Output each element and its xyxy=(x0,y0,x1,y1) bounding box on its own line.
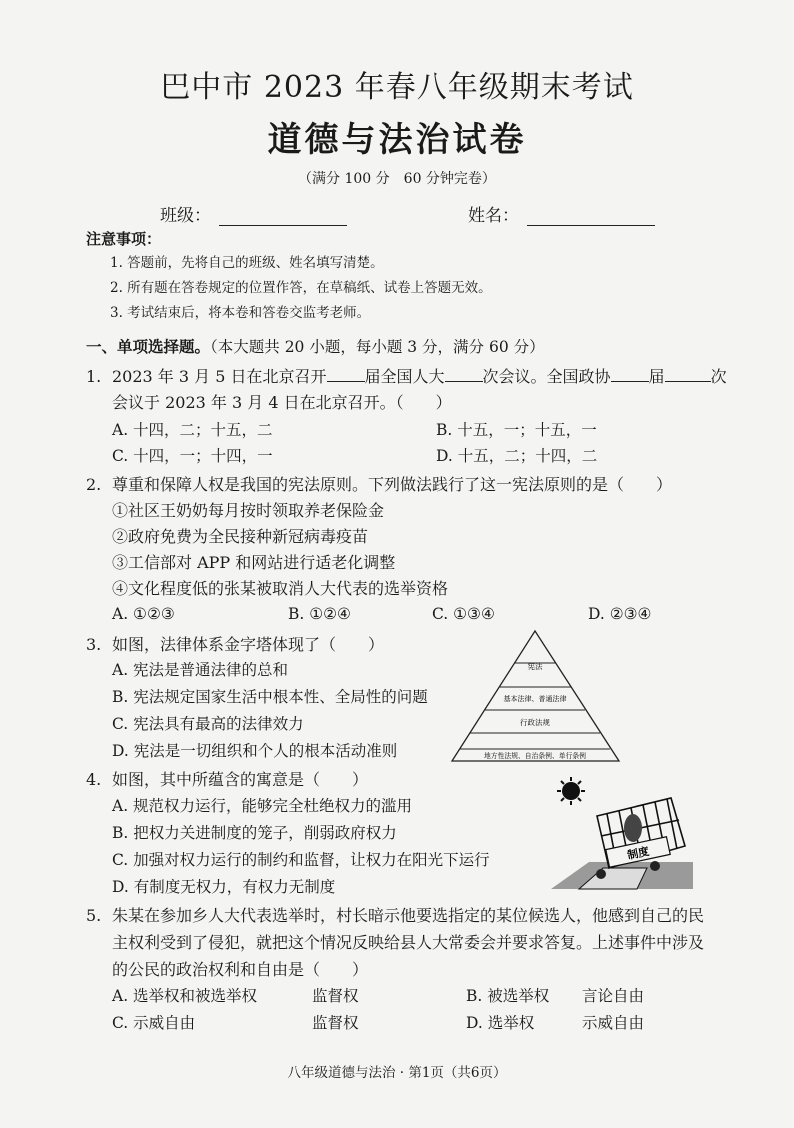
power-cage-cartoon xyxy=(551,776,693,891)
notice-title: 注意事项： xyxy=(86,230,162,248)
option-b[interactable]: B. ①②④ xyxy=(288,605,351,623)
question-5-line-3: 的公民的政治权利和自由是（ ） xyxy=(112,960,369,979)
statement-item: ③工信部对 APP 和网站进行适老化调整 xyxy=(112,553,396,572)
option-b[interactable]: B. 宪法规定国家生活中根本性、全局性的问题 xyxy=(112,688,428,706)
notice-item: 2. 所有题在答卷规定的位置作答，在草稿纸、试卷上答题无效。 xyxy=(110,280,492,296)
name-field xyxy=(468,201,655,226)
notice-item: 1. 答题前，先将自己的班级、姓名填写清楚。 xyxy=(110,255,384,271)
answer-blank[interactable] xyxy=(445,367,483,382)
name-blank[interactable] xyxy=(527,209,655,226)
question-4-stem: 4. 如图，其中所蕴含的寓意是（ ） xyxy=(86,770,369,789)
sun-icon xyxy=(557,777,585,805)
answer-blank[interactable] xyxy=(611,367,649,382)
option-c[interactable]: C. 示威自由 xyxy=(112,1014,196,1032)
exam-subtitle: （满分 100 分 60 分钟完卷） xyxy=(298,171,496,187)
pyramid-level-label: 宪法 xyxy=(527,662,543,671)
pyramid-level-label: 地方性法规、自治条例、单行条例 xyxy=(484,752,586,760)
question-3-stem: 3. 如图，法律体系金字塔体现了（ ） xyxy=(86,635,385,654)
cage-label: 制度 xyxy=(626,844,651,863)
pyramid-level-label: 行政法规 xyxy=(520,718,550,727)
person-figure xyxy=(624,814,642,842)
option-c[interactable]: C. 十四，一；十四，一 xyxy=(112,447,273,465)
statement-item: ②政府免费为全民接种新冠病毒疫苗 xyxy=(112,527,369,546)
option-d[interactable]: D. 有制度无权力，有权力无制度 xyxy=(112,878,336,896)
option-d[interactable]: D. 宪法是一切组织和个人的根本活动准则 xyxy=(112,742,398,760)
subject-title: 道德与法治试卷 xyxy=(267,120,527,160)
option-a[interactable]: A. ①②③ xyxy=(112,605,175,623)
class-blank[interactable] xyxy=(219,209,347,226)
question-1-line-1: 1. 2023 年 3 月 5 日在北京召开 届全国人大 次会议。全国政协 届 次 xyxy=(86,367,727,386)
option-c[interactable]: C. 加强对权力运行的制约和监督，让权力在阳光下运行 xyxy=(112,851,490,869)
exam-title: 巴中市 2023 年春八年级期末考试 xyxy=(160,70,634,105)
option-c[interactable]: C. 宪法具有最高的法律效力 xyxy=(112,715,304,733)
question-5-line-1: 5. 朱某在参加乡人大代表选举时，村长暗示他要选指定的某位候选人，他感到自己的民 xyxy=(86,906,705,925)
option-a[interactable]: A. 选举权和被选举权 xyxy=(112,987,258,1005)
option-b[interactable]: B. 把权力关进制度的笼子，削弱政府权力 xyxy=(112,824,397,842)
option-d[interactable]: D. 选举权 xyxy=(466,1014,535,1032)
option-a[interactable]: A. 十四，二；十五，二 xyxy=(112,421,273,439)
question-5-line-2: 主权利受到了侵犯，就把这个情况反映给县人大常委会并要求答复。上述事件中涉及 xyxy=(112,933,705,952)
name-label: 姓名： xyxy=(468,206,519,226)
option-c[interactable]: C. ①③④ xyxy=(432,605,495,623)
notice-item: 3. 考试结束后，将本卷和答卷交监考老师。 xyxy=(110,305,371,321)
question-1-line-2: 会议于 2023 年 3 月 4 日在北京召开。（ ） xyxy=(112,393,452,412)
option-b[interactable]: B. 十五，一；十五，一 xyxy=(436,421,597,439)
class-field xyxy=(160,201,347,226)
class-label: 班级： xyxy=(160,206,211,226)
law-pyramid-figure xyxy=(448,627,623,765)
option-a-extra: 监督权 xyxy=(312,987,359,1005)
answer-blank[interactable] xyxy=(665,367,711,382)
option-b[interactable]: B. 被选举权 xyxy=(466,987,550,1005)
statement-item: ④文化程度低的张某被取消人大代表的选举资格 xyxy=(112,579,449,598)
section-desc: （本大题共 20 小题，每小题 3 分，满分 60 分） xyxy=(210,338,545,356)
option-a[interactable]: A. 规范权力运行，能够完全杜绝权力的滥用 xyxy=(112,797,413,815)
statement-item: ①社区王奶奶每月按时领取养老保险金 xyxy=(112,501,385,520)
pyramid-level-label: 基本法律、普通法律 xyxy=(503,695,567,703)
option-d[interactable]: D. ②③④ xyxy=(588,605,652,623)
page-footer: 八年级道德与法治 · 第1页（共6页） xyxy=(287,1065,507,1081)
answer-blank[interactable] xyxy=(327,367,365,382)
section-heading xyxy=(86,335,545,357)
option-b-extra: 言论自由 xyxy=(582,987,645,1005)
option-a[interactable]: A. 宪法是普通法律的总和 xyxy=(112,661,289,679)
option-d[interactable]: D. 十五，二；十四，二 xyxy=(436,447,598,465)
section-title: 一、单项选择题。 xyxy=(86,337,211,356)
option-d-extra: 示威自由 xyxy=(582,1014,645,1032)
question-2-stem: 2. 尊重和保障人权是我国的宪法原则。下列做法践行了这一宪法原则的是（ ） xyxy=(86,475,673,494)
option-c-extra: 监督权 xyxy=(312,1014,359,1032)
